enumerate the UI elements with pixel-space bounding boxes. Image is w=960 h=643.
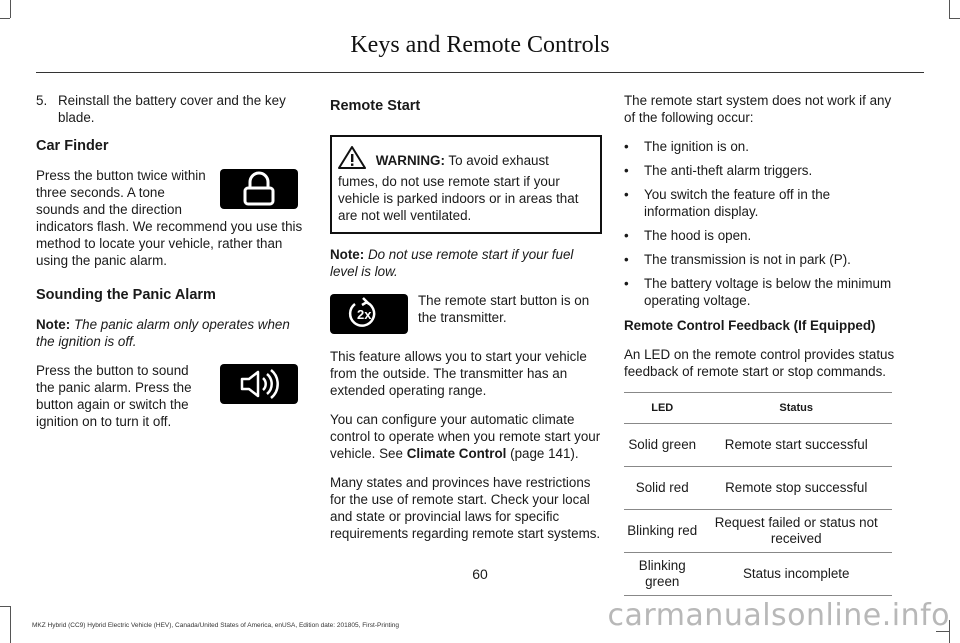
bullet-glyph: • <box>624 252 629 267</box>
feedback-heading: Remote Control Feedback (If Equipped) <box>624 318 876 333</box>
remote-start-button-text: The remote start button is on the transmitter. <box>418 293 590 325</box>
remote-start-button-paragraph <box>330 292 602 336</box>
status-cell: Request failed or status not received <box>700 510 892 553</box>
step-text: Reinstall the battery cover and the key blade. <box>58 93 286 125</box>
table-row <box>624 510 892 553</box>
note-label: Note: <box>330 247 365 262</box>
crop-mark <box>10 0 11 18</box>
list-item-text: The hood is open. <box>644 228 752 243</box>
table-row <box>624 467 892 510</box>
remote-start-2x-icon <box>330 294 408 334</box>
car-finder-paragraph <box>36 167 304 269</box>
step-5 <box>36 92 304 126</box>
intro-paragraph: The remote start system does not work if any of the following occur: <box>624 93 892 125</box>
crop-mark <box>949 0 950 18</box>
list-item <box>624 251 898 268</box>
crop-mark <box>949 18 960 19</box>
crop-mark <box>10 606 11 643</box>
table-row <box>624 424 892 467</box>
climate-page-ref: (page 141). <box>510 446 579 461</box>
panic-note <box>36 316 304 350</box>
list-item-text: The ignition is on. <box>644 139 749 154</box>
climate-control-link[interactable]: Climate Control <box>406 446 507 461</box>
left-column <box>36 92 304 442</box>
page-number: 60 <box>472 566 488 582</box>
lock-icon <box>220 169 298 209</box>
climate-paragraph <box>330 411 602 462</box>
led-cell: Solid green <box>624 424 700 467</box>
car-finder-heading: Car Finder <box>36 138 109 154</box>
conditions-list <box>624 138 898 309</box>
led-cell: Blinking red <box>624 510 700 553</box>
page-title: Keys and Remote Controls <box>350 32 610 58</box>
regulations-paragraph: Many states and provinces have restrictions for the use of remote start. Check your local and state or provincial laws for specific requirements regarding remote start systems. <box>330 475 601 541</box>
bullet-glyph: • <box>624 276 629 291</box>
remote-start-heading: Remote Start <box>330 98 421 114</box>
fuel-note <box>330 246 602 280</box>
column-header-status: Status <box>700 393 892 424</box>
list-item-text: The anti-theft alarm triggers. <box>644 163 813 178</box>
note-text: Do not use remote start if your fuel level is low. <box>330 247 574 279</box>
warning-label: WARNING: <box>375 153 445 168</box>
panic-alarm-heading: Sounding the Panic Alarm <box>36 287 216 303</box>
column-header-led: LED <box>624 393 700 424</box>
climate-text: You can configure your automatic climate control to operate when you remote start your vehicle. See <box>330 412 601 461</box>
panic-paragraph <box>36 362 304 430</box>
bullet-glyph: • <box>624 139 629 154</box>
list-item-text: The transmission is not in park (P). <box>644 252 851 267</box>
step-number: 5. <box>36 93 48 108</box>
middle-column <box>330 92 602 554</box>
note-label: Note: <box>36 317 71 332</box>
list-item-text: The battery voltage is below the minimum operating voltage. <box>644 276 892 308</box>
list-item <box>624 186 898 220</box>
led-cell: Blinking green <box>624 553 700 596</box>
title-divider <box>36 72 924 73</box>
crop-mark <box>0 18 10 19</box>
status-cell: Remote start successful <box>700 424 892 467</box>
led-cell: Solid red <box>624 467 700 510</box>
warning-triangle-icon <box>338 145 366 173</box>
warning-box <box>330 135 602 234</box>
feedback-paragraph: An LED on the remote control provides status feedback of remote start or stop commands. <box>624 347 895 379</box>
note-text: The panic alarm only operates when the ignition is off. <box>36 317 290 349</box>
panic-text: Press the button to sound the panic alarm. Press the button again or switch the ignition on to turn it off. <box>36 363 192 429</box>
list-item <box>624 227 898 244</box>
icon-label: 2x <box>357 307 372 322</box>
footer-text: MKZ Hybrid (CC9) Hybrid Electric Vehicle (HEV), Canada/United States of America, enUSA, Edition date: 201805, First-Printing <box>32 622 400 629</box>
list-item-text: You switch the feature off in the information display. <box>644 187 831 219</box>
feature-paragraph: This feature allows you to start your vehicle from the outside. The transmitter has an extended operating range. <box>330 349 587 398</box>
bullet-glyph: • <box>624 187 629 202</box>
table-header-row <box>624 393 892 424</box>
horn-speaker-icon <box>220 364 298 404</box>
bullet-glyph: • <box>624 163 629 178</box>
crop-mark <box>0 606 10 607</box>
right-column <box>624 92 898 596</box>
warning-text: To avoid exhaust fumes, do not use remote start if your vehicle is parked indoors or in areas that are not well ventilated. <box>338 153 579 223</box>
watermark-text: carmanualsonline.info <box>607 598 950 633</box>
status-cell: Status incomplete <box>700 553 892 596</box>
bullet-glyph: • <box>624 228 629 243</box>
status-cell: Remote stop successful <box>700 467 892 510</box>
list-item <box>624 162 898 179</box>
car-finder-text: Press the button twice within three seconds. A tone sounds and the direction indicators flash. We recommend you use this method to locate your vehicle, rather than using the panic alarm. <box>36 168 303 268</box>
list-item <box>624 138 898 155</box>
list-item <box>624 275 898 309</box>
